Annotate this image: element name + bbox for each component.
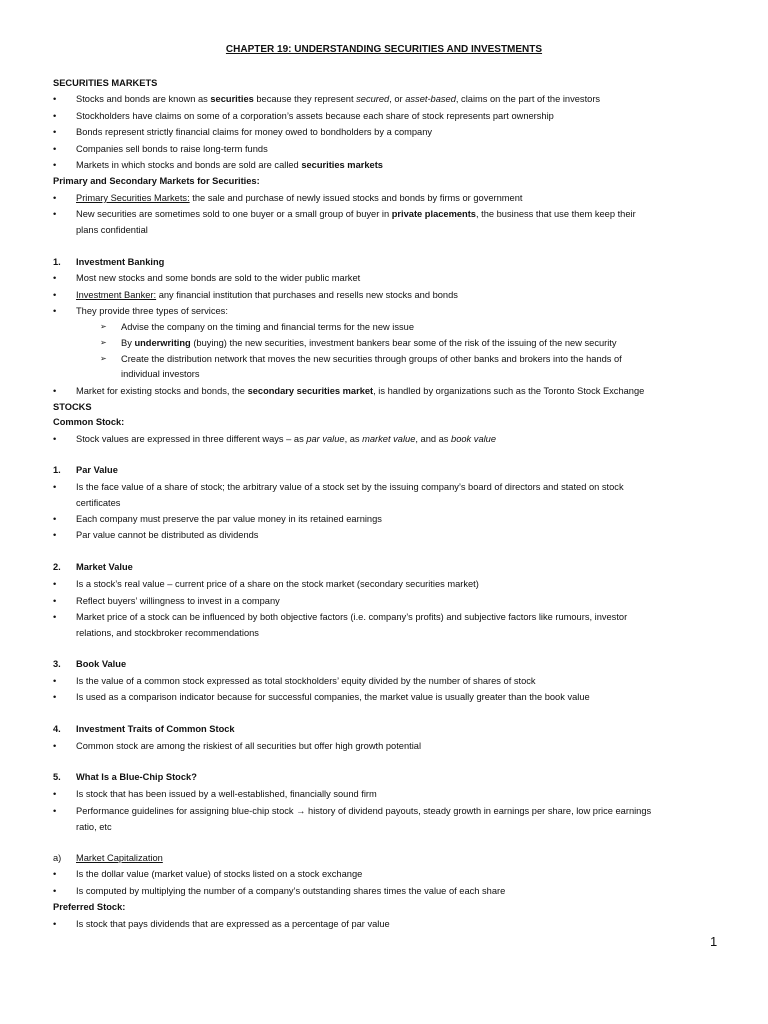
section-heading-preferred-stock: Preferred Stock: — [53, 902, 126, 912]
section-heading-common-stock: Common Stock: — [53, 417, 125, 427]
bullet-text: Market for existing stocks and bonds, the secondary securities market, is handled by organizations such as the Toronto Stock Exchange — [76, 386, 645, 396]
bullet-text: They provide three types of services: — [76, 306, 228, 316]
bullet-text: Is stock that has been issued by a well-established, financially sound firm — [76, 789, 377, 799]
bullet-text: New securities are sometimes sold to one buyer or a small group of buyer in private placements, the business that use them keep their — [76, 209, 636, 219]
list-number: 3. — [53, 659, 61, 669]
sub-bullet-text: Create the distribution network that moves the new securities through groups of other banks and brokers into the hands of — [121, 354, 622, 364]
bullet-text: Is used as a comparison indicator because for successful companies, the market value is usually greater than the book value — [76, 692, 590, 702]
subsection-heading-market-value: Market Value — [76, 562, 133, 572]
bullet-text: Common stock are among the riskiest of all securities but offer high growth potential — [76, 741, 422, 751]
bullet-text: Performance guidelines for assigning blue-chip stock → history of dividend payouts, steady growth in earnings per share, low price earnings — [76, 806, 652, 816]
sub-bullet-text-continued: individual investors — [121, 369, 200, 379]
list-letter: a) — [53, 853, 62, 863]
bullet-text: Stocks and bonds are known as securities because they represent secured, or asset-based, claims on the part of the investors — [76, 94, 601, 104]
list-number: 2. — [53, 562, 61, 572]
bullet: • — [53, 579, 57, 589]
list-number: 4. — [53, 724, 61, 734]
bullet: • — [53, 596, 57, 606]
bullet: • — [53, 290, 57, 300]
bullet: • — [53, 160, 57, 170]
bullet-text: Stock values are expressed in three different ways – as par value, as market value, and as book value — [76, 434, 497, 444]
sub-bullet-text: By underwriting (buying) the new securities, investment bankers bear some of the risk of the issuing of the new security — [121, 338, 617, 348]
list-number: 5. — [53, 772, 61, 782]
page-title: CHAPTER 19: UNDERSTANDING SECURITIES AND INVESTMENTS — [225, 44, 543, 55]
bullet: • — [53, 193, 57, 203]
bullet-text: Is the dollar value (market value) of stocks listed on a stock exchange — [76, 869, 363, 879]
section-heading-primary-secondary: Primary and Secondary Markets for Securities: — [53, 176, 260, 186]
bullet: • — [53, 434, 57, 444]
bullet-text: Bonds represent strictly financial claims for money owed to bondholders by a company — [76, 127, 433, 137]
bullet-text: Markets in which stocks and bonds are sold are called securities markets — [76, 160, 383, 170]
bullet: • — [53, 482, 57, 492]
bullet-text: Is the face value of a share of stock; the arbitrary value of a stock set by the issuing company’s board of directors and stated on stock — [76, 482, 624, 492]
section-heading-stocks: STOCKS — [53, 402, 92, 412]
bullet-text: Is a stock’s real value – current price of a share on the stock market (secondary securities market) — [76, 579, 479, 589]
bullet: • — [53, 886, 57, 896]
bullet-text: Most new stocks and some bonds are sold to the wider public market — [76, 273, 361, 283]
page-number: 1 — [710, 934, 718, 949]
bullet: • — [53, 273, 57, 283]
bullet-text: Par value cannot be distributed as dividends — [76, 530, 259, 540]
bullet: • — [53, 692, 57, 702]
subsection-heading-market-capitalization: Market Capitalization — [76, 853, 163, 863]
bullet: • — [53, 386, 57, 396]
bullet: • — [53, 789, 57, 799]
bullet-text: Companies sell bonds to raise long-term funds — [76, 144, 268, 154]
bullet: • — [53, 919, 57, 929]
subsection-heading-blue-chip: What Is a Blue-Chip Stock? — [76, 772, 197, 782]
bullet: • — [53, 514, 57, 524]
bullet: • — [53, 127, 57, 137]
bullet-text-continued: plans confidential — [76, 225, 148, 235]
list-number: 1. — [53, 465, 61, 475]
bullet: • — [53, 94, 57, 104]
list-number: 1. — [53, 257, 61, 267]
bullet-text: Is stock that pays dividends that are expressed as a percentage of par value — [76, 919, 390, 929]
arrow-bullet-icon: ➢ — [100, 322, 107, 331]
subsection-heading-investment-banking: Investment Banking — [76, 257, 165, 267]
subsection-heading-par-value: Par Value — [76, 465, 118, 475]
bullet: • — [53, 806, 57, 816]
bullet-text: Stockholders have claims on some of a corporation’s assets because each share of stock represents part ownership — [76, 111, 554, 121]
arrow-bullet-icon: ➢ — [100, 338, 107, 347]
bullet: • — [53, 741, 57, 751]
bullet: • — [53, 869, 57, 879]
bullet-text-continued: certificates — [76, 498, 121, 508]
arrow-bullet-icon: ➢ — [100, 354, 107, 363]
subsection-heading-book-value: Book Value — [76, 659, 127, 669]
bullet-text: Is computed by multiplying the number of a company’s outstanding shares times the value of each share — [76, 886, 506, 896]
bullet-text: Is the value of a common stock expressed as total stockholders’ equity divided by the number of shares of stock — [76, 676, 536, 686]
bullet: • — [53, 530, 57, 540]
bullet: • — [53, 612, 57, 622]
bullet: • — [53, 144, 57, 154]
bullet-text: Market price of a stock can be influenced by both objective factors (i.e. company’s profits) and subjective factors like rumours, investor — [76, 612, 628, 622]
bullet: • — [53, 209, 57, 219]
bullet-text: Reflect buyers’ willingness to invest in a company — [76, 596, 280, 606]
bullet: • — [53, 306, 57, 316]
bullet: • — [53, 676, 57, 686]
section-heading-securities-markets: SECURITIES MARKETS — [53, 78, 158, 88]
bullet: • — [53, 111, 57, 121]
bullet-text: Each company must preserve the par value money in its retained earnings — [76, 514, 382, 524]
bullet-text: Primary Securities Markets: the sale and purchase of newly issued stocks and bonds by firms or government — [76, 193, 523, 203]
subsection-heading-investment-traits: Investment Traits of Common Stock — [76, 724, 235, 734]
sub-bullet-text: Advise the company on the timing and financial terms for the new issue — [121, 322, 415, 332]
bullet-text-continued: relations, and stockbroker recommendations — [76, 628, 259, 638]
bullet-text-continued: ratio, etc — [76, 822, 112, 832]
bullet-text: Investment Banker: any financial institution that purchases and resells new stocks and bonds — [76, 290, 458, 300]
